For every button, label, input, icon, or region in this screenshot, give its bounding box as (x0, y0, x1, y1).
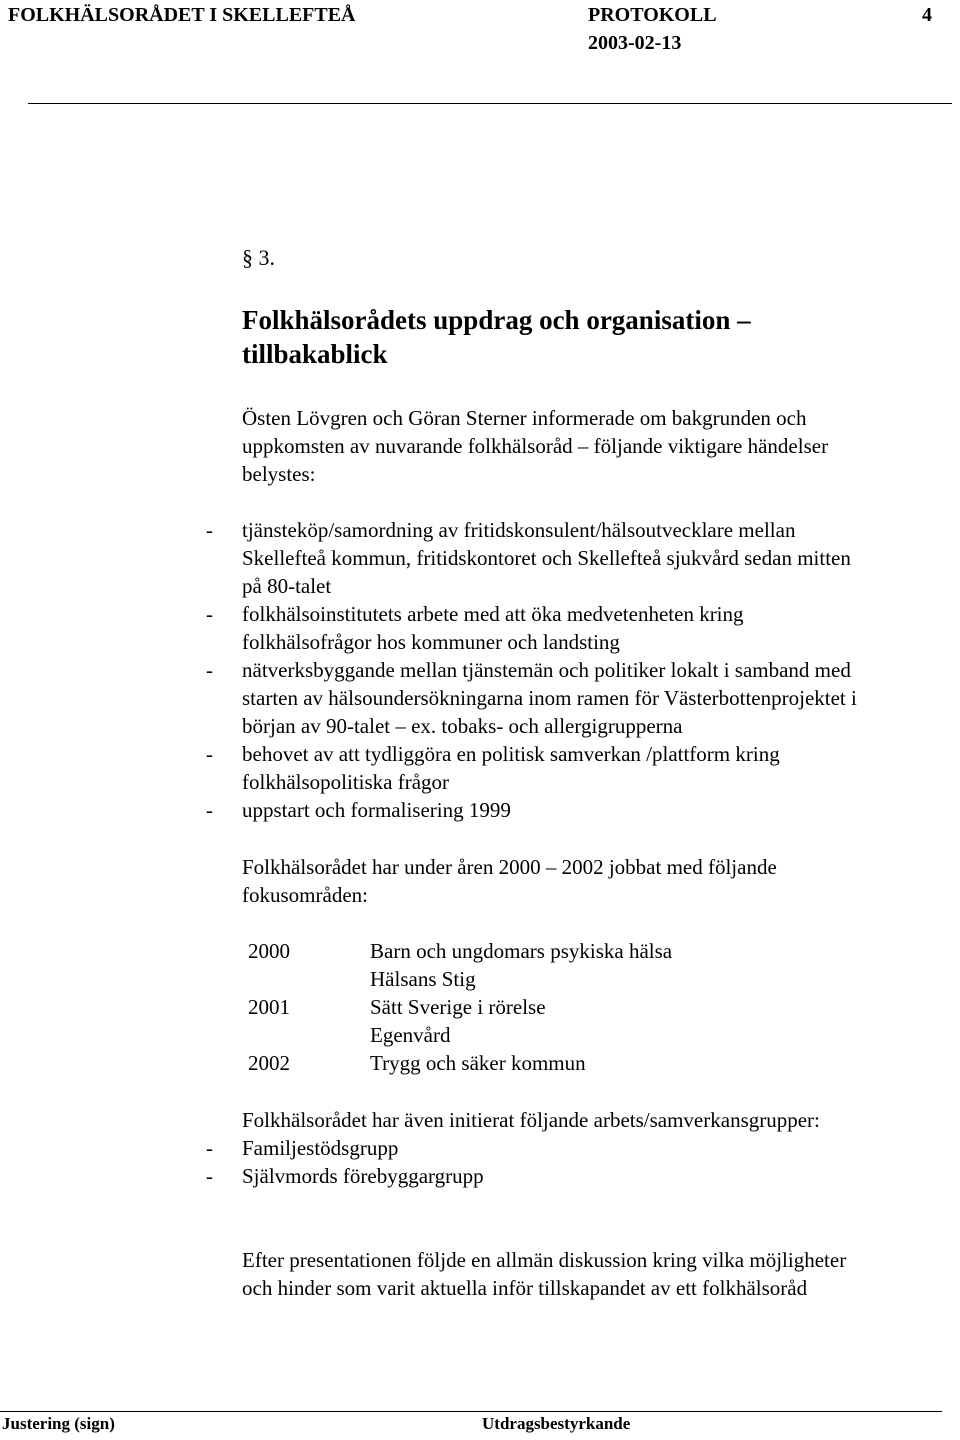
focus-year: 2000 (248, 939, 290, 963)
focus-year (248, 1021, 370, 1049)
focus-row (248, 1021, 672, 1049)
list-dash: - (206, 658, 213, 682)
list-dash: - (206, 798, 213, 822)
closing-paragraph (242, 1246, 846, 1302)
section-title-line: tillbakablick (242, 339, 388, 369)
intro-paragraph (242, 404, 828, 488)
section-title (242, 303, 751, 371)
list-item-line: folkhälsoinstitutets arbete med att öka medvetenheten kring (242, 602, 744, 626)
list-dash: - (206, 1136, 213, 1160)
groups-list (206, 1134, 484, 1190)
focus-label: Barn och ungdomars psykiska hälsa (370, 939, 673, 963)
list-dash: - (206, 1164, 213, 1188)
focus-label: Egenvård (370, 1023, 451, 1047)
focus-row (248, 965, 672, 993)
intro-line: uppkomsten av nuvarande folkhälsoråd – följande viktigare händelser (242, 434, 829, 458)
focus-label: Sätt Sverige i rörelse (370, 995, 546, 1019)
list-dash: - (206, 602, 213, 626)
focus-label: Hälsans Stig (370, 967, 476, 991)
list-item (206, 656, 857, 740)
list-item (206, 796, 857, 824)
focus-label: Trygg och säker kommun (370, 1051, 586, 1075)
list-item (206, 600, 857, 656)
closing-line: Efter presentationen följde en allmän diskussion kring vilka möjligheter (242, 1248, 847, 1272)
list-item-line: nätverksbyggande mellan tjänstemän och politiker lokalt i samband med (242, 658, 851, 682)
focus-row (248, 1049, 672, 1077)
header-page-number: 4 (922, 4, 932, 26)
header-rule (28, 103, 952, 104)
list-item-line: Skellefteå kommun, fritidskontoret och Skellefteå sjukvård sedan mitten (242, 546, 851, 570)
focus-intro-paragraph (242, 853, 777, 909)
list-item-line: Självmords förebyggargrupp (242, 1164, 484, 1188)
intro-line: Östen Lövgren och Göran Sterner informerade om bakgrunden och (242, 406, 807, 430)
intro-line: belystes: (242, 462, 316, 486)
list-item-line: starten av hälsoundersökningarna inom ramen för Västerbottenprojektet i (242, 686, 857, 710)
closing-line: och hinder som varit aktuella inför tillskapandet av ett folkhälsoråd (242, 1276, 808, 1300)
focus-intro-line: Folkhälsorådet har under åren 2000 – 2002 jobbat med följande (242, 855, 777, 879)
footer-rule (0, 1411, 942, 1412)
list-item (206, 516, 857, 600)
list-item (206, 740, 857, 796)
list-item-line: behovet av att tydliggöra en politisk samverkan /plattform kring (242, 742, 780, 766)
focus-year: 2001 (248, 995, 290, 1019)
focus-areas-table (248, 937, 672, 1077)
list-item-line: folkhälsopolitiska frågor (242, 770, 450, 794)
list-item-line: folkhälsofrågor hos kommuner och landsting (242, 630, 620, 654)
section-title-line: Folkhälsorådets uppdrag och organisation – (242, 305, 751, 335)
footer-justering: Justering (sign) (2, 1414, 115, 1433)
focus-row (248, 993, 672, 1021)
events-list (206, 516, 857, 824)
list-item (206, 1162, 484, 1190)
focus-year (248, 965, 370, 993)
section-number: § 3. (242, 245, 275, 270)
focus-intro-line: fokusområden: (242, 883, 368, 907)
focus-row (248, 937, 672, 965)
list-item-line: Familjestödsgrupp (242, 1136, 399, 1160)
list-item-line: uppstart och formalisering 1999 (242, 798, 511, 822)
list-item-line: på 80-talet (242, 574, 332, 598)
focus-year: 2002 (248, 1051, 290, 1075)
list-dash: - (206, 518, 213, 542)
list-item (206, 1134, 484, 1162)
header-date: 2003-02-13 (588, 32, 682, 54)
groups-intro: Folkhälsorådet har även initierat följande arbets/samverkansgrupper: (242, 1108, 820, 1132)
list-item-line: tjänsteköp/samordning av fritidskonsulent/hälsoutvecklare mellan (242, 518, 796, 542)
header-doc-type: PROTOKOLL (588, 4, 717, 26)
list-dash: - (206, 742, 213, 766)
list-item-line: början av 90-talet – ex. tobaks- och allergigrupperna (242, 714, 683, 738)
footer-utdragsbestyrkande: Utdragsbestyrkande (482, 1414, 631, 1433)
header-org: FOLKHÄLSORÅDET I SKELLEFTEÅ (8, 4, 356, 26)
